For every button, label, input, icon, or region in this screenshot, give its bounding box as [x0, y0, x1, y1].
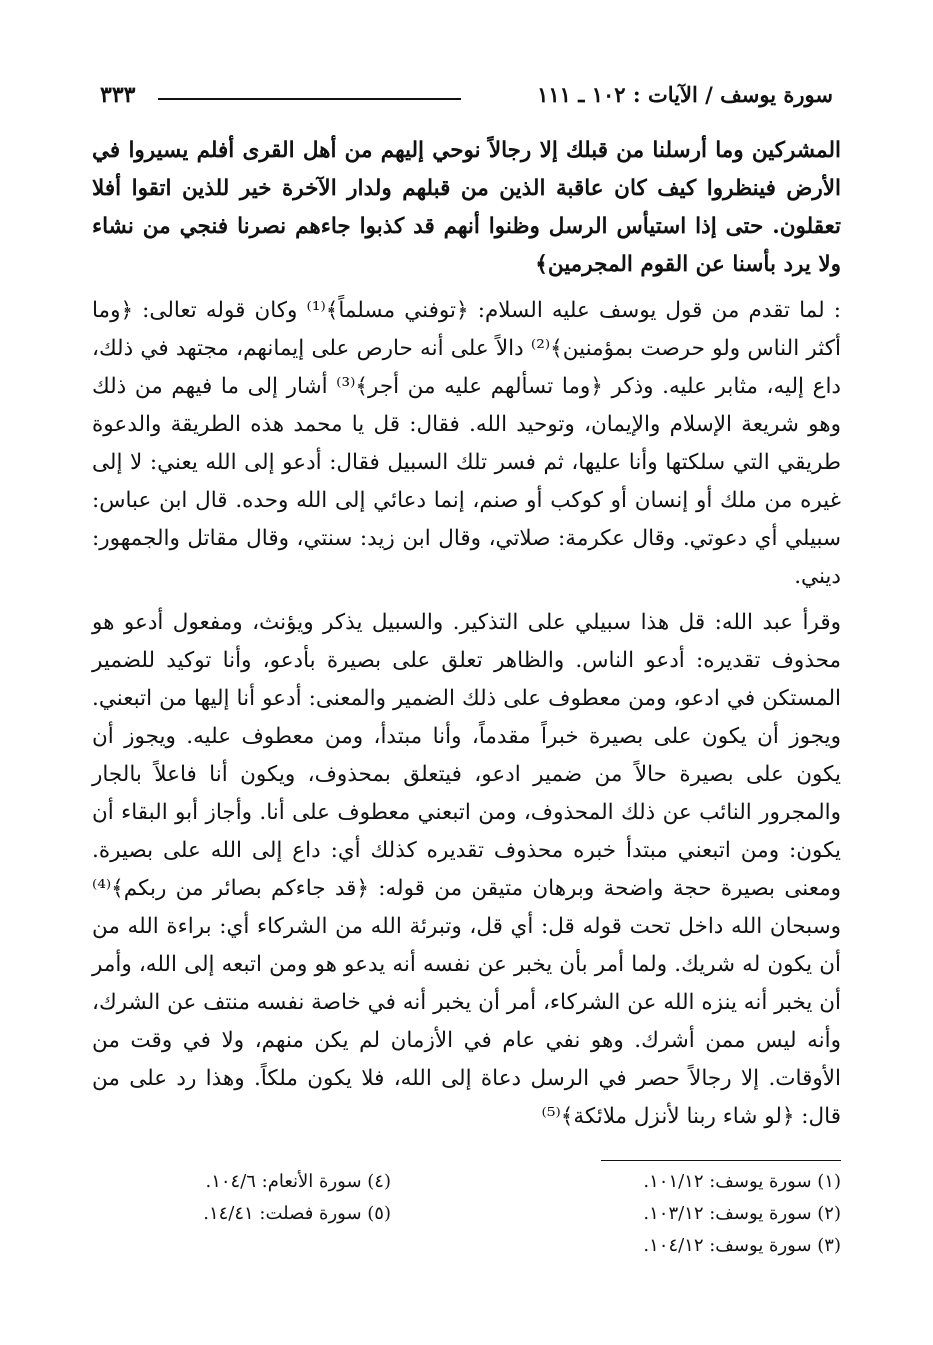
main-text	[92, 132, 841, 1136]
commentary-paragraph: : لما تقدم من قول يوسف عليه السلام: ﴿توفني مسلماً﴾⁽¹⁾ وكان قوله تعالى: ﴿وما أكثر الناس ولو حرصت بمؤمنين﴾⁽²⁾ دالاً على أنه حارص على إيمانهم، مجتهد في ذلك، داع إليه، مثابر عليه. وذكر ﴿وما تسألهم عليه من أجر﴾⁽³⁾ أشار إلى ما فيهم من ذلك وهو شريعة الإسلام والإيمان، وتوحيد الله. فقال: قل يا محمد هذه الطريقة والدعوة طريقي التي سلكتها وأنا عليها، ثم فسر تلك السبيل فقال: أدعو إلى الله يعني: لا إلى غيره من ملك أو إنسان أو كوكب أو صنم، إنما دعائي إلى الله وحده. قال ابن عباس: سبيلي أي دعوتي. وقال عكرمة: صلاتي، وقال ابن زيد: سنتي، وقال مقاتل والجمهور: ديني.	[92, 298, 841, 589]
footnote-1: (١) سورة يوسف: ١٠١/١٢.	[643, 1171, 841, 1192]
commentary-paragraph: وقرأ عبد الله: قل هذا سبيلي على التذكير. والسبيل يذكر ويؤنث، ومفعول أدعو هو محذوف تقديره: أدعو الناس. والظاهر تعلق على بصيرة بأدعو، وأنا توكيد للضمير المستكن في ادعو، ومن معطوف على ذلك الضمير والمعنى: أدعو أنا إليها من اتبعني. ويجوز أن يكون على بصيرة خبراً مقدماً، وأنا مبتدأ، ومن معطوف عليه. ويجوز أن يكون على بصيرة حالاً من ضمير ادعو، فيتعلق بمحذوف، ويكون أنا فاعلاً بالجار والمجرور النائب عن ذلك المحذوف، ومن اتبعني معطوف على أنا. وأجاز أبو البقاء أن يكون: ومن اتبعني مبتدأ خبره محذوف تقديره كذلك أي: داع إلى الله على بصيرة. ومعنى بصيرة حجة واضحة وبرهان متيقن من قوله: ﴿قد جاءكم بصائر من ربكم﴾⁽⁴⁾ وسبحان الله داخل تحت قوله قل: أي قل، وتبرئة الله من الشركاء أي: براءة الله من أن يكون له شريك. ولما أمر بأن يخبر عن نفسه أنه يدعو هو ومن اتبعه إلى الله، وأمر أن يخبر أنه ينزه الله عن الشركاء، أمر أن يخبر أنه في خاصة نفسه منتف عن الشرك، وأنه ليس ممن أشرك. وهو نفي عام في الأزمان لم يكن منهم، ولا في وقت من الأوقات. إلا رجالاً حصر في الرسل دعاة إلى الله، فلا يكون ملكاً. وهذا رد على من قال: ﴿لو شاء ربنا لأنزل ملائكة﴾⁽⁵⁾	[92, 610, 841, 1129]
quran-verse-paragraph: المشركين وما أرسلنا من قبلك إلا رجالاً نوحي إليهم من أهل القرى أفلم يسيروا في الأرض فينظروا كيف كان عاقبة الذين من قبلهم ولدار الآخرة خير للذين اتقوا أفلا تعقلون. حتى إذا استيأس الرسل وظنوا أنهم قد كذبوا جاءهم نصرنا فنجي من نشاء ولا يرد بأسنا عن القوم المجرمين﴾	[92, 138, 841, 277]
footnote-rule	[601, 1160, 841, 1161]
footnote-4: (٤) سورة الأنعام: ١٠٤/٦.	[205, 1171, 391, 1192]
footnotes-left-column	[203, 1166, 391, 1230]
footnotes	[92, 1166, 841, 1276]
page-header	[100, 78, 833, 118]
header-rule	[158, 98, 461, 100]
page-number: ٣٣٣	[100, 82, 136, 108]
footnote-2: (٢) سورة يوسف: ١٠٣/١٢.	[643, 1203, 841, 1224]
footnotes-right-column	[643, 1166, 841, 1262]
footnote-3: (٣) سورة يوسف: ١٠٤/١٢.	[643, 1235, 841, 1256]
header-title: سورة يوسف / الآيات : ١٠٢ ـ ١١١	[537, 82, 833, 107]
footnote-5: (٥) سورة فصلت: ١٤/٤١.	[203, 1203, 391, 1224]
